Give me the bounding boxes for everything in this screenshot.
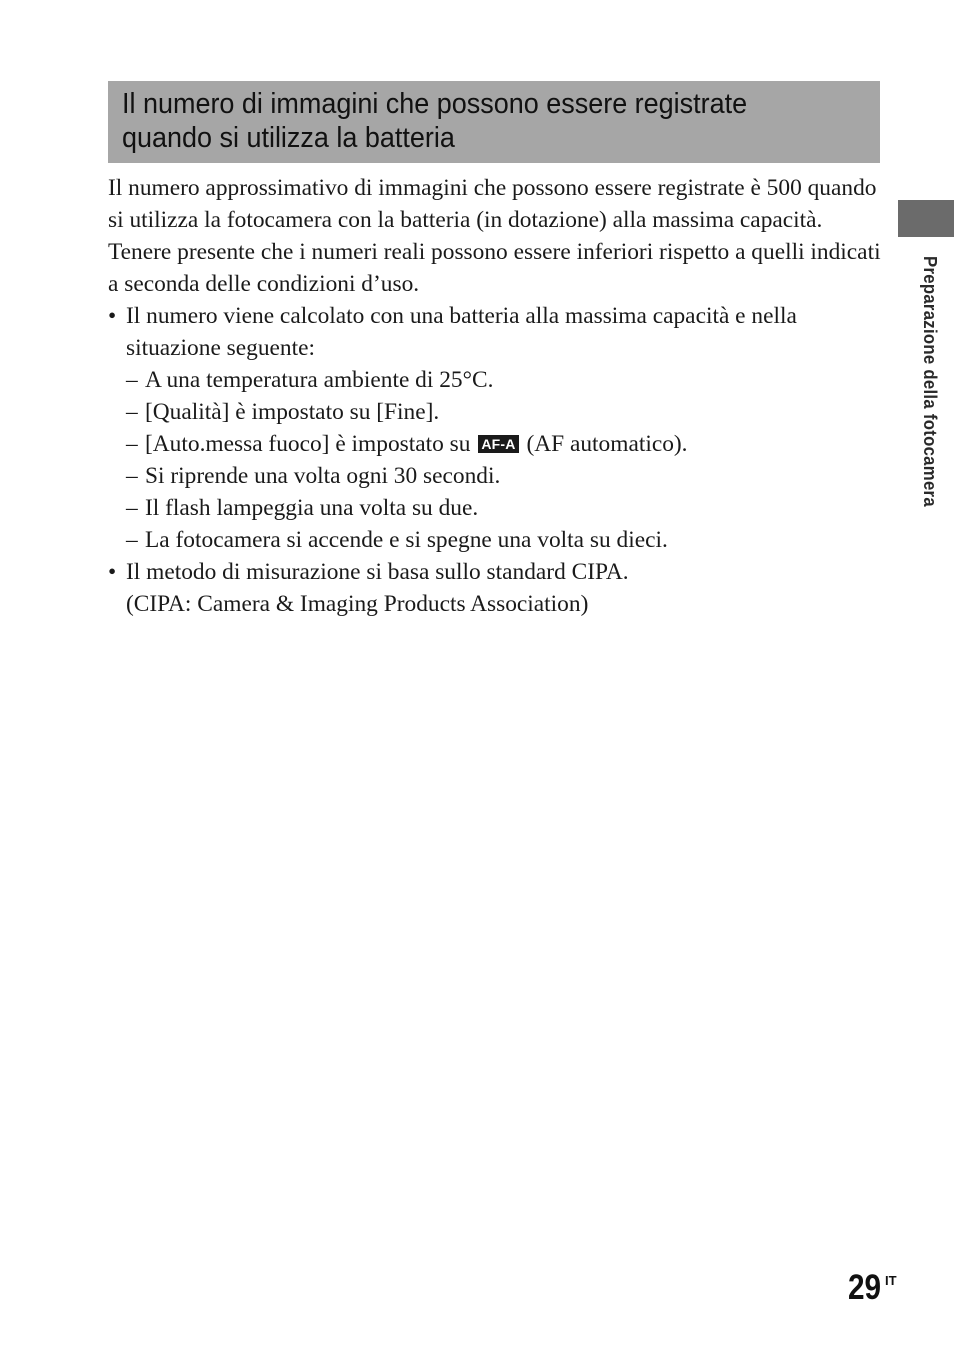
bullet-item-conditions bbox=[108, 300, 888, 556]
section-header bbox=[108, 81, 880, 163]
list-item bbox=[126, 492, 888, 524]
paragraph-intro: Il numero approssimativo di immagini che possono essere registrate è 500 quando si utilizza la fotocamera con la batteria (in dotazione) alla massima capacità. bbox=[108, 175, 877, 233]
bullet-text-note: (CIPA: Camera & Imaging Products Association) bbox=[126, 591, 589, 617]
bullet-item-measurement bbox=[108, 556, 888, 620]
paragraph-note: Tenere presente che i numeri reali possono essere inferiori rispetto a quelli indicati a seconda delle condizioni d’uso. bbox=[108, 239, 881, 297]
chapter-side-label: Preparazione della fotocamera bbox=[920, 256, 940, 507]
list-item bbox=[126, 428, 888, 460]
section-title bbox=[122, 87, 814, 155]
dash-mark: – bbox=[126, 431, 138, 457]
list-item-text: Si riprende una volta ogni 30 secondi. bbox=[145, 463, 501, 489]
list-item bbox=[126, 396, 888, 428]
dash-mark: – bbox=[126, 527, 138, 553]
af-a-icon: AF-A bbox=[478, 435, 518, 453]
page-language-code: IT bbox=[885, 1273, 897, 1288]
bullet-mark: • bbox=[108, 303, 117, 329]
list-item bbox=[126, 460, 888, 492]
page-number bbox=[848, 1268, 897, 1308]
list-item-text: La fotocamera si accende e si spegne una volta su dieci. bbox=[145, 527, 668, 553]
body-text bbox=[108, 172, 888, 620]
dash-mark: – bbox=[126, 367, 138, 393]
dash-mark: – bbox=[126, 495, 138, 521]
list-item-text: Il flash lampeggia una volta su due. bbox=[145, 495, 479, 521]
dash-mark: – bbox=[126, 399, 138, 425]
list-item-text-suffix: (AF automatico). bbox=[526, 431, 688, 457]
list-item bbox=[126, 364, 888, 396]
chapter-tab-marker bbox=[898, 200, 954, 237]
section-title-line-2: quando si utilizza la batteria bbox=[122, 122, 455, 154]
list-item bbox=[126, 524, 888, 556]
list-item-text: [Auto.messa fuoco] è impostato su bbox=[145, 431, 471, 457]
list-item-text: A una temperatura ambiente di 25°C. bbox=[145, 367, 494, 393]
list-item-text: [Qualità] è impostato su [Fine]. bbox=[145, 399, 440, 425]
bullet-text: Il metodo di misurazione si basa sullo standard CIPA. bbox=[126, 559, 629, 585]
conditions-list bbox=[126, 364, 888, 556]
section-title-line-1: Il numero di immagini che possono essere registrate bbox=[122, 88, 748, 120]
dash-mark: – bbox=[126, 463, 138, 489]
bullet-mark: • bbox=[108, 559, 117, 585]
page-number-value: 29 bbox=[848, 1268, 882, 1307]
bullet-text: Il numero viene calcolato con una batteria alla massima capacità e nella situazione seguente: bbox=[126, 303, 797, 361]
